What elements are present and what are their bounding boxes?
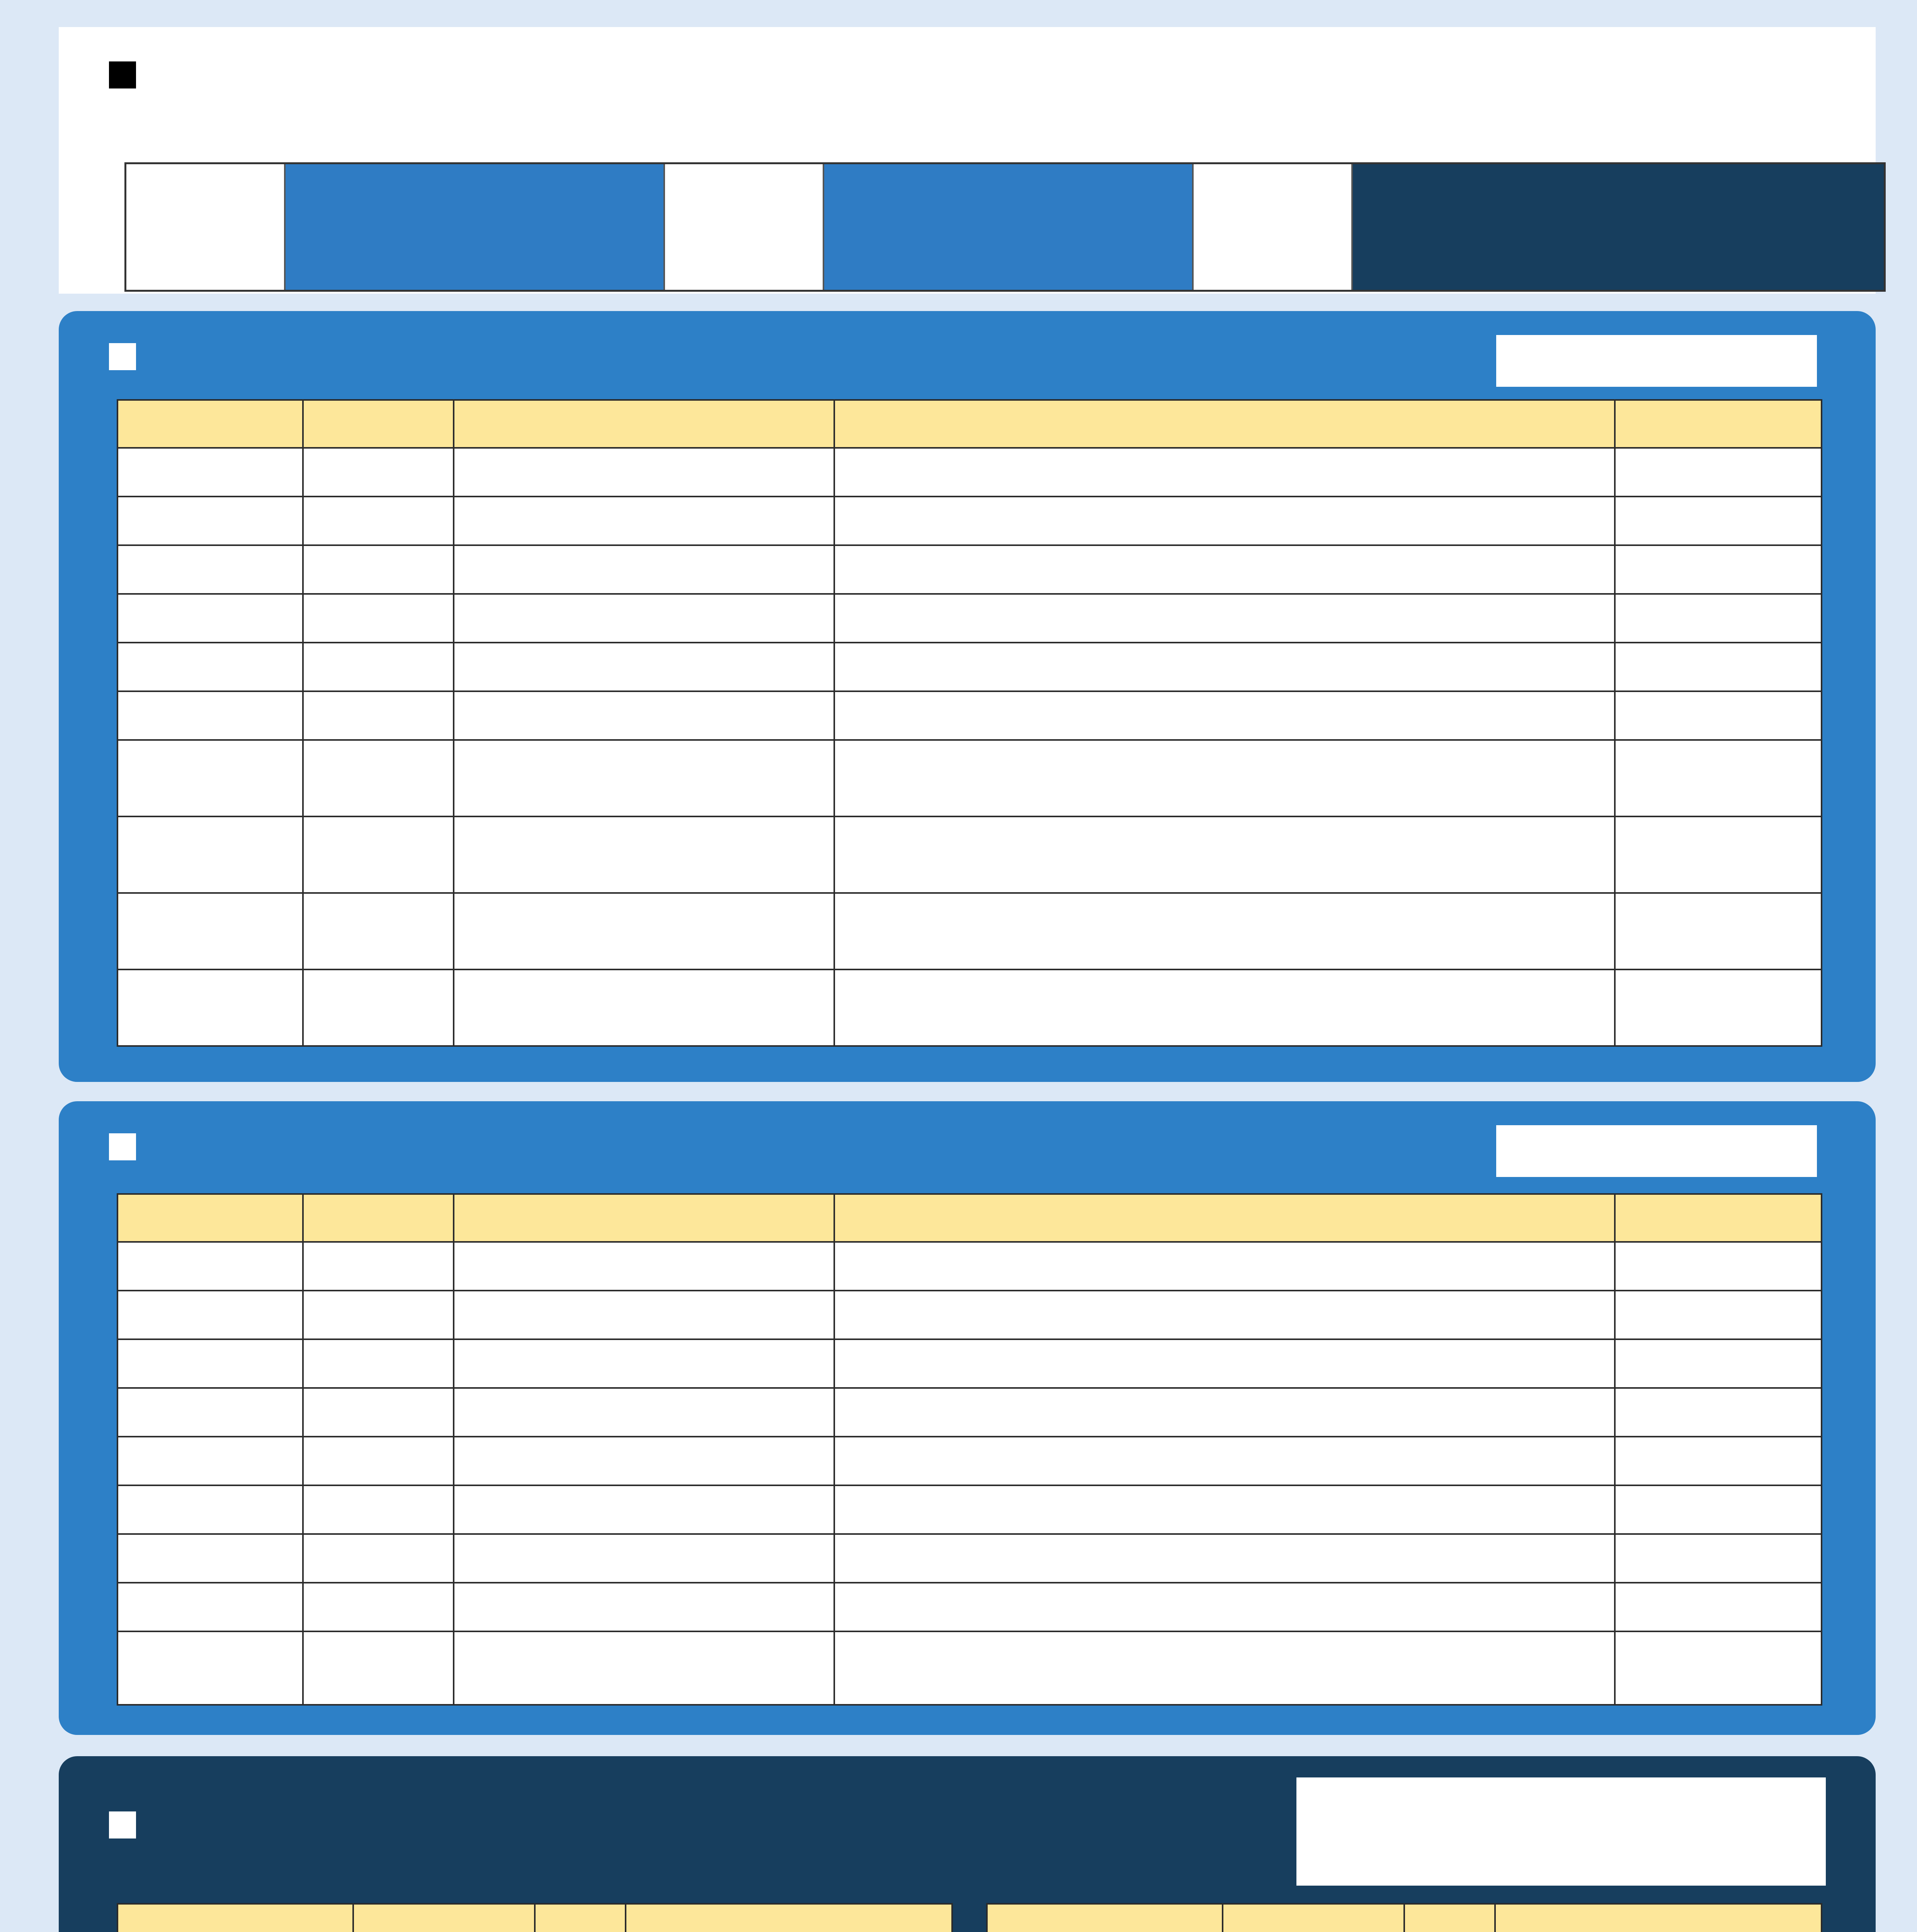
- table-row: [117, 740, 1822, 816]
- venue-cell: [1615, 643, 1822, 691]
- grade-class-cell: [117, 643, 303, 691]
- teacher-cell: [454, 594, 834, 643]
- square-bullet-icon: [109, 1811, 136, 1838]
- teacher-cell: [454, 816, 834, 893]
- unit-cell: [834, 1339, 1615, 1388]
- venue-cell: [1615, 691, 1822, 740]
- subject-cell: [303, 1437, 454, 1485]
- segment-reception: [126, 164, 286, 290]
- col-header: [1404, 1904, 1495, 1932]
- col-header: [1615, 400, 1822, 448]
- square-bullet-icon: [109, 61, 136, 88]
- unit-cell: [834, 740, 1615, 816]
- table-row: [117, 1437, 1822, 1485]
- subject-cell: [303, 1631, 454, 1705]
- grade-class-cell: [117, 497, 303, 545]
- table-row: [117, 1339, 1822, 1388]
- venue-cell: [1615, 969, 1822, 1046]
- square-bullet-icon: [109, 1133, 136, 1160]
- col-header: [117, 1904, 353, 1932]
- grade-class-cell: [117, 1583, 303, 1631]
- venue-cell: [1615, 1485, 1822, 1534]
- col-header: [1495, 1904, 1822, 1932]
- square-bullet-icon: [109, 343, 136, 370]
- col-header: [535, 1904, 626, 1932]
- unit-cell: [834, 448, 1615, 497]
- bunkakai-table-left: [117, 1903, 953, 1932]
- segment-lesson1: [286, 164, 665, 290]
- live-badge: [1496, 335, 1817, 387]
- unit-cell: [834, 1485, 1615, 1534]
- lesson2-panel: [59, 1101, 1876, 1735]
- col-header: [1223, 1904, 1404, 1932]
- unit-cell: [834, 545, 1615, 594]
- subject-cell: [303, 594, 454, 643]
- col-header: [626, 1904, 952, 1932]
- venue-cell: [1615, 1291, 1822, 1339]
- unit-cell: [834, 893, 1615, 969]
- grade-class-cell: [117, 545, 303, 594]
- unit-cell: [834, 497, 1615, 545]
- timeline-bar: [124, 162, 1886, 292]
- grade-class-cell: [117, 1242, 303, 1291]
- subject-cell: [303, 1242, 454, 1291]
- venue-cell: [1615, 594, 1822, 643]
- col-header: [1615, 1194, 1822, 1242]
- grade-class-cell: [117, 893, 303, 969]
- grade-class-cell: [117, 1485, 303, 1534]
- grade-class-cell: [117, 594, 303, 643]
- unit-cell: [834, 1534, 1615, 1583]
- venue-cell: [1615, 1437, 1822, 1485]
- teacher-cell: [454, 893, 834, 969]
- subject-cell: [303, 545, 454, 594]
- type-legend: [1296, 1777, 1826, 1886]
- unit-cell: [834, 1631, 1615, 1705]
- venue-cell: [1615, 816, 1822, 893]
- subject-cell: [303, 497, 454, 545]
- teacher-cell: [454, 497, 834, 545]
- subject-cell: [303, 969, 454, 1046]
- subject-cell: [303, 816, 454, 893]
- table-row: [117, 497, 1822, 545]
- unit-cell: [834, 1388, 1615, 1437]
- col-header: [454, 400, 834, 448]
- subject-cell: [303, 1339, 454, 1388]
- col-header: [834, 400, 1615, 448]
- venue-cell: [1615, 1388, 1822, 1437]
- teacher-cell: [454, 1583, 834, 1631]
- grade-class-cell: [117, 969, 303, 1046]
- grade-class-cell: [117, 1437, 303, 1485]
- unit-cell: [834, 643, 1615, 691]
- unit-cell: [834, 1242, 1615, 1291]
- table-row: [117, 643, 1822, 691]
- grade-class-cell: [117, 448, 303, 497]
- schedule-title: [109, 50, 150, 100]
- teacher-cell: [454, 691, 834, 740]
- lesson1-table: [117, 399, 1822, 1047]
- lesson2-table: [117, 1193, 1822, 1706]
- col-header: [353, 1904, 535, 1932]
- table-row: [117, 545, 1822, 594]
- venue-cell: [1615, 1583, 1822, 1631]
- col-header: [454, 1194, 834, 1242]
- venue-cell: [1615, 1631, 1822, 1705]
- teacher-cell: [454, 643, 834, 691]
- venue-cell: [1615, 545, 1822, 594]
- table-row: [117, 969, 1822, 1046]
- subject-cell: [303, 1534, 454, 1583]
- col-header: [303, 400, 454, 448]
- venue-cell: [1615, 740, 1822, 816]
- unit-cell: [834, 594, 1615, 643]
- table-row: [117, 594, 1822, 643]
- teacher-cell: [454, 740, 834, 816]
- table-row: [117, 1631, 1822, 1705]
- venue-cell: [1615, 1339, 1822, 1388]
- teacher-cell: [454, 1242, 834, 1291]
- table-row: [117, 1583, 1822, 1631]
- subject-cell: [303, 893, 454, 969]
- subject-cell: [303, 643, 454, 691]
- unit-cell: [834, 1291, 1615, 1339]
- teacher-cell: [454, 545, 834, 594]
- grade-class-cell: [117, 1291, 303, 1339]
- subject-cell: [303, 448, 454, 497]
- teacher-cell: [454, 448, 834, 497]
- col-header: [117, 1194, 303, 1242]
- table-row: [117, 1534, 1822, 1583]
- table-row: [117, 448, 1822, 497]
- unit-cell: [834, 1437, 1615, 1485]
- venue-cell: [1615, 893, 1822, 969]
- col-header: [834, 1194, 1615, 1242]
- grade-class-cell: [117, 1339, 303, 1388]
- venue-cell: [1615, 1534, 1822, 1583]
- grade-class-cell: [117, 816, 303, 893]
- lesson2-title: [109, 1121, 150, 1175]
- teacher-cell: [454, 1388, 834, 1437]
- table-row: [117, 691, 1822, 740]
- lesson1-title: [109, 330, 150, 384]
- table-row: [117, 1242, 1822, 1291]
- teacher-cell: [454, 1485, 834, 1534]
- live-badge: [1496, 1125, 1817, 1177]
- subject-cell: [303, 1291, 454, 1339]
- bunkakai-table-right: [986, 1903, 1822, 1932]
- segment-move: [665, 164, 824, 290]
- grade-class-cell: [117, 1388, 303, 1437]
- venue-cell: [1615, 448, 1822, 497]
- subject-cell: [303, 740, 454, 816]
- unit-cell: [834, 969, 1615, 1046]
- bunkakai-title: [109, 1799, 150, 1853]
- table-row: [117, 1291, 1822, 1339]
- lesson1-panel: [59, 311, 1876, 1082]
- unit-cell: [834, 691, 1615, 740]
- col-header: [117, 400, 303, 448]
- venue-cell: [1615, 497, 1822, 545]
- subject-cell: [303, 691, 454, 740]
- subject-cell: [303, 1485, 454, 1534]
- unit-cell: [834, 816, 1615, 893]
- schedule-section: [59, 27, 1876, 294]
- venue-cell: [1615, 1242, 1822, 1291]
- table-row: [117, 816, 1822, 893]
- grade-class-cell: [117, 740, 303, 816]
- segment-move: [1194, 164, 1353, 290]
- table-row: [117, 893, 1822, 969]
- teacher-cell: [454, 1339, 834, 1388]
- table-row: [117, 1388, 1822, 1437]
- segment-lesson2: [824, 164, 1194, 290]
- grade-class-cell: [117, 1534, 303, 1583]
- grade-class-cell: [117, 691, 303, 740]
- segment-bunkakai: [1353, 164, 1884, 290]
- teacher-cell: [454, 1631, 834, 1705]
- subject-cell: [303, 1583, 454, 1631]
- grade-class-cell: [117, 1631, 303, 1705]
- col-header: [303, 1194, 454, 1242]
- teacher-cell: [454, 1534, 834, 1583]
- subject-cell: [303, 1388, 454, 1437]
- teacher-cell: [454, 1437, 834, 1485]
- unit-cell: [834, 1583, 1615, 1631]
- teacher-cell: [454, 1291, 834, 1339]
- col-header: [987, 1904, 1223, 1932]
- teacher-cell: [454, 969, 834, 1046]
- table-row: [117, 1485, 1822, 1534]
